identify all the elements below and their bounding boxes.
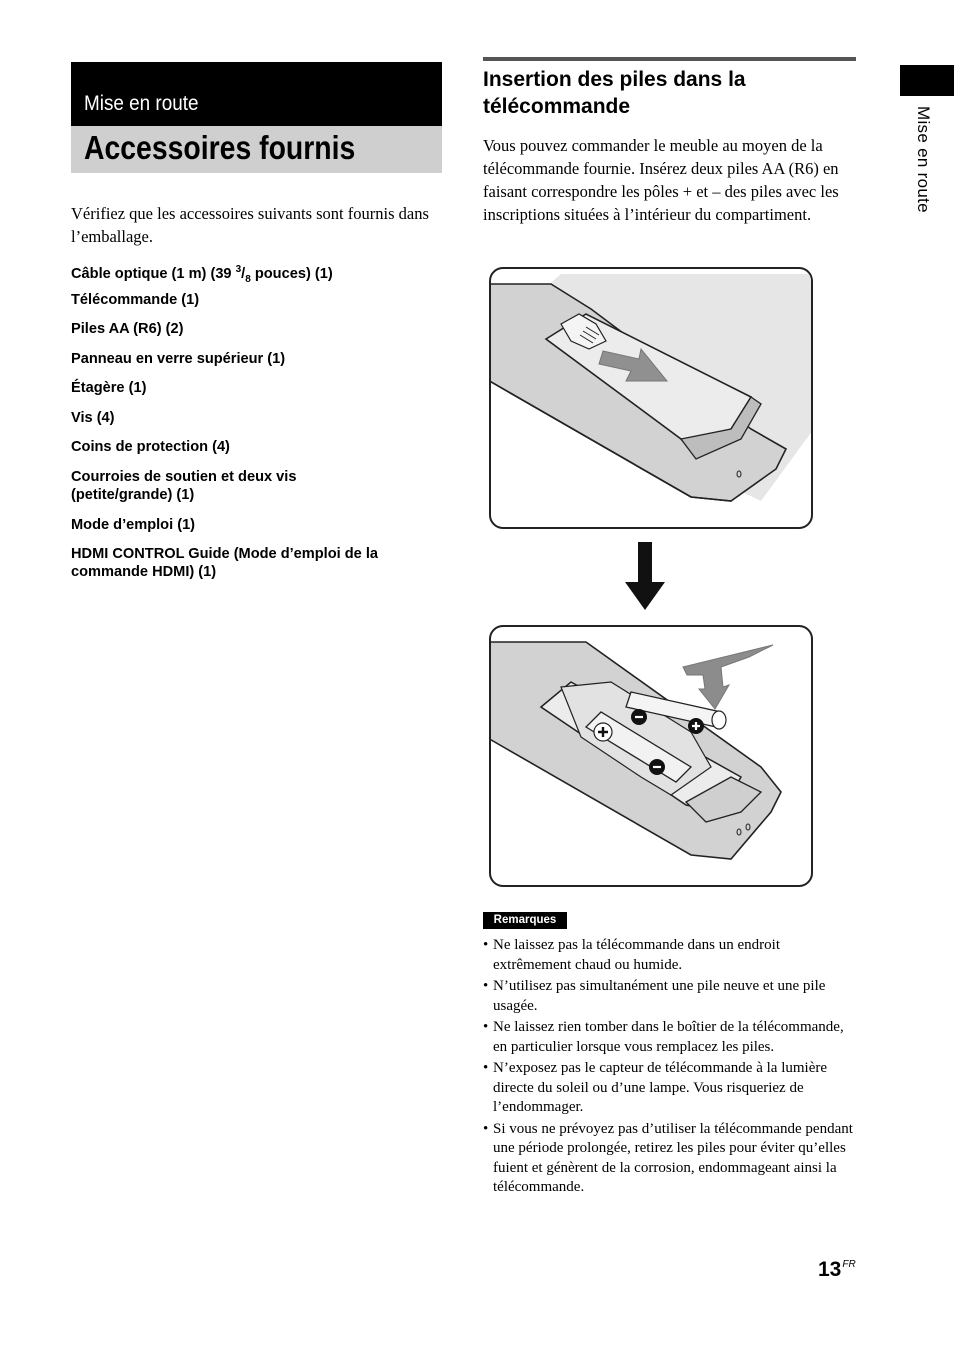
accessory-item: Étagère (1)	[71, 380, 147, 396]
page-number: $13^{FR}$	[818, 1258, 856, 1281]
side-tab-label: Mise en route	[914, 106, 933, 213]
remote-batteries-illustration	[491, 627, 811, 885]
accessory-item: HDMI CONTROL Guide (Mode d’emploi de la commande HDMI) (1)	[71, 546, 379, 580]
remark-item: • Ne laissez pas la télécommande dans un endroit extrêmement chaud ou humide.	[483, 936, 858, 975]
page-title: Accessoires fournis	[84, 129, 356, 166]
remark-item: • N’exposez pas le capteur de télécommande à la lumière directe du soleil ou d’une lampe. Vous risqueriez de l’endommager.	[483, 1059, 858, 1118]
remarks-list	[483, 936, 858, 1200]
accessory-item: Piles AA (R6) (2)	[71, 321, 184, 337]
accessory-item: Coins de protection (4)	[71, 439, 230, 455]
section-label: Mise en route	[84, 92, 199, 115]
remark-item: • Ne laissez rien tomber dans le boîtier de la télécommande, en particulier lorsque vous remplacez les piles.	[483, 1018, 858, 1057]
remarks-label: Remarques	[483, 912, 567, 929]
battery-section-title: Insertion des piles dans la télécommande	[483, 68, 746, 118]
page-title-bar	[71, 126, 442, 173]
remark-item: • N’utilisez pas simultanément une pile neuve et une pile usagée.	[483, 977, 858, 1016]
section-label-bar	[71, 62, 442, 126]
accessory-item: Courroies de soutien et deux vis (petite/grande) (1)	[71, 469, 297, 503]
remote-cover-illustration	[491, 269, 811, 527]
arrow-down-icon	[624, 542, 666, 612]
accessory-item: Mode d’emploi (1)	[71, 517, 196, 533]
intro-paragraph: Vérifiez que les accessoires suivants sont fournis dans l’emballage.	[71, 204, 429, 246]
accessory-item-optical-cable: Câble optique (1 m) (39 $^3/_8$ pouces) (1)	[71, 264, 333, 285]
figure-insert-batteries	[489, 625, 813, 887]
side-tab-marker	[900, 65, 954, 96]
remark-item: • Si vous ne prévoyez pas d’utiliser la télécommande pendant une période prolongée, retirez les piles pour éviter qu’elles fuient et génèrent de la corrosion, endommageant ainsi la télécommande.	[483, 1120, 858, 1198]
accessory-item: Télécommande (1)	[71, 292, 200, 308]
section-rule	[483, 57, 856, 61]
accessory-item: Panneau en verre supérieur (1)	[71, 351, 286, 367]
accessory-item: Vis (4)	[71, 410, 115, 426]
battery-section-body: Vous pouvez commander le meuble au moyen de la télécommande fournie. Insérez deux piles AA (R6) en faisant correspondre les pôles + et – des piles avec les inscriptions situées à l’intérieur du compartiment.	[483, 136, 839, 224]
figure-open-cover	[489, 267, 813, 529]
